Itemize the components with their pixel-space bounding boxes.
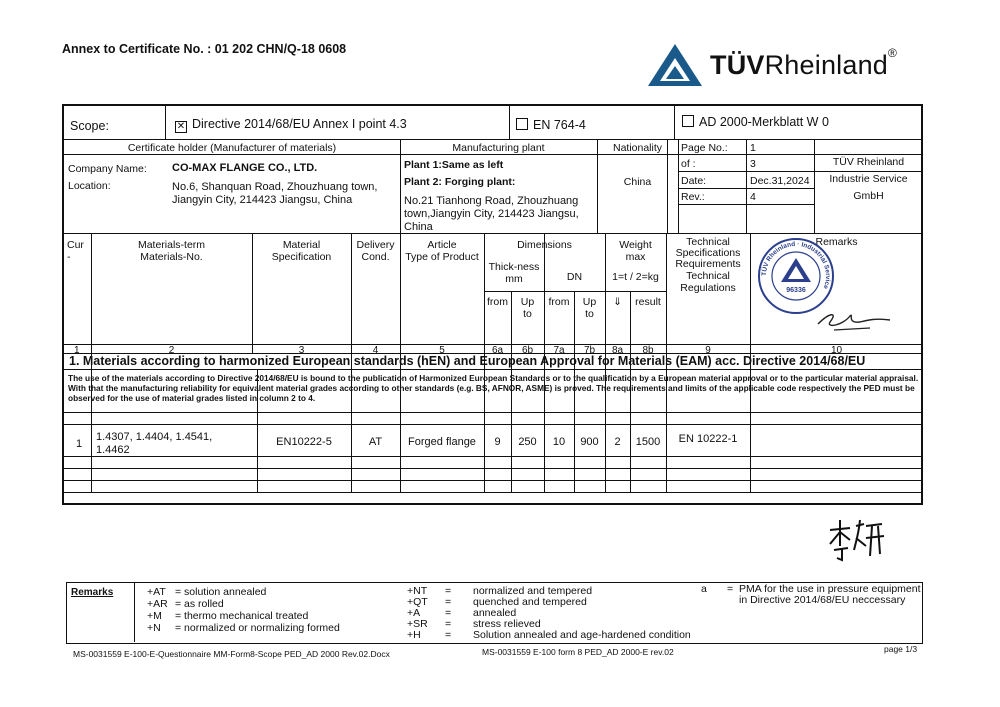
divider [165, 106, 166, 139]
col-num: 4 [372, 345, 379, 356]
logo-wordmark [710, 46, 898, 81]
remark-eq: = [445, 596, 452, 608]
scope-option-en764[interactable] [516, 118, 586, 131]
checkbox-icon[interactable] [682, 115, 694, 127]
col-weight-l2: max [625, 251, 646, 263]
scope-option-label: AD 2000-Merkblatt W 0 [699, 115, 829, 129]
remark-eq: = [445, 585, 452, 597]
location-line1: No.6, Shanquan Road, Zhouzhuang town, [172, 181, 378, 193]
col-weight-l1: Weight [619, 239, 652, 251]
remarks-signature [816, 302, 896, 334]
plant-section-label: Manufacturing plant [452, 142, 545, 154]
divider [64, 492, 923, 493]
divider [64, 480, 923, 481]
footer-page: page 1/3 [884, 644, 918, 654]
remark-desc: = thermo mechanical treated [175, 610, 309, 622]
col-num: 1 [74, 345, 80, 356]
col-num: 10 [830, 345, 843, 356]
footer-middle: MS-0031559 E-100 form 8 PED_AD 2000-E rev.02 [482, 647, 674, 657]
scope-option-ad2000[interactable] [682, 115, 829, 128]
logo-registered: ® [888, 46, 898, 60]
row1-dn-from: 10 [552, 436, 566, 448]
col-materials-l2: Materials-No. [140, 251, 203, 263]
logo-tuv: TÜV [710, 50, 765, 80]
divider [64, 369, 923, 370]
divider [134, 583, 135, 642]
plant1: Plant 1:Same as left [404, 159, 504, 171]
col-cur: Cur [67, 239, 84, 251]
row1-weight-unit: 2 [614, 436, 621, 448]
divider [814, 139, 815, 233]
remark-eq: = [727, 583, 734, 595]
divider [64, 424, 923, 425]
remark-desc: normalized and tempered [473, 585, 593, 597]
col-num: 8b [642, 345, 654, 356]
row1-thick-from: 9 [494, 436, 501, 448]
col-thick-up: Up [520, 296, 535, 308]
tuv-logo [646, 42, 916, 88]
col-weight-l3: 1=t / 2=kg [612, 271, 659, 283]
col-thickness-l2: mm [505, 273, 523, 285]
remarks-title: Remarks [71, 587, 114, 598]
checked-checkbox-icon[interactable]: ✕ [176, 121, 186, 132]
remark-code: +AT [147, 586, 166, 598]
col-remarks: Remarks [815, 236, 858, 248]
col-num: 6b [521, 345, 534, 356]
divider [64, 456, 923, 457]
col-num: 7a [553, 345, 565, 356]
row1-cur: 1 [76, 438, 83, 450]
col-tech-l3: Requirements [675, 258, 741, 270]
row1-dn-to: 900 [580, 436, 599, 448]
remark-eq: = [445, 629, 452, 641]
annex-title: Annex to Certificate No. : 01 202 CHN/Q-18 0608 [62, 42, 347, 56]
remark-code: +N [147, 622, 161, 634]
col-thickness-l1: Thick-ness [488, 261, 540, 273]
scope-option-label: Directive 2014/68/EU Annex I point 4.3 [192, 117, 407, 131]
col-num: 5 [439, 345, 445, 356]
col-thick-from: from [487, 296, 508, 308]
plant2: Plant 2: Forging plant: [404, 176, 516, 188]
nationality-value: China [623, 176, 652, 188]
section1-paragraph: The use of the materials according to Directive 2014/68/EU is bound to the publication of Harmonized European Standards or to the qualification by a European material approval or to the particular material appraisal. With that the manufacturing reliability for equivalent material grades according to other standards (e.g. BS, AFNOR, ASME) is proved. The requirements and limits of the applicable code respectively the PED must be observed for the use of material grades listed in column 2 to 4. [68, 373, 919, 403]
row1-materials-l1: 1.4307, 1.4404, 1.4541, [96, 431, 213, 443]
divider [678, 171, 923, 172]
handwritten-signature [826, 516, 886, 564]
col-num: 7b [583, 345, 596, 356]
col-thick-to: to [523, 308, 532, 320]
plant2-line1: No.21 Tianhong Road, Zhouzhuang [404, 195, 579, 207]
footer-left: MS-0031559 E-100-E-Questionnaire MM-Form8-Scope PED_AD 2000 Rev.02.Docx [73, 649, 390, 659]
issuer-line2: Industrie Service [829, 173, 908, 185]
col-article-l2: Type of Product [405, 251, 479, 263]
remark-desc: quenched and tempered [473, 596, 587, 608]
col-article-l1: Article [427, 239, 457, 251]
row1-spec: EN10222-5 [276, 436, 332, 448]
remark-pma-l2: in Directive 2014/68/EU neccessary [739, 594, 906, 606]
divider [64, 233, 923, 234]
col-dn-up: Up [582, 296, 597, 308]
col-cur-dash: - [67, 251, 71, 263]
remark-eq: = [445, 618, 452, 630]
company-label: Company Name: [68, 163, 147, 175]
nationality-label: Nationality [612, 142, 663, 154]
col-dn: DN [566, 271, 583, 283]
col-delivery-l1: Delivery [356, 239, 395, 251]
tuv-triangle-icon [646, 42, 704, 88]
remark-desc: annealed [473, 607, 517, 619]
issuer-line3: GmbH [853, 190, 884, 202]
divider [64, 139, 923, 140]
divider [64, 468, 923, 469]
divider [746, 139, 747, 233]
plant2-line2: town,Jiangyin City, 214423 Jiangsu, [404, 208, 579, 220]
remark-code: +AR [147, 598, 168, 610]
col-dn-from: from [548, 296, 570, 308]
col-weight-result: result [635, 296, 661, 308]
col-tech-l4: Technical [686, 270, 730, 282]
row1-tech: EN 10222-1 [678, 433, 738, 445]
remarks-box [66, 582, 923, 644]
remark-code: +SR [407, 618, 428, 630]
remark-code: a [701, 583, 707, 595]
issuer-line1: TÜV Rheinland [832, 156, 905, 168]
col-num: 2 [168, 345, 175, 356]
remark-code: +H [407, 629, 421, 641]
remark-code: +A [407, 607, 421, 619]
row1-delivery: AT [368, 436, 383, 448]
logo-rheinland: Rheinland [764, 50, 889, 80]
divider [678, 139, 679, 233]
row1-weight-result: 1500 [635, 436, 661, 448]
col-num: 6a [491, 345, 504, 356]
col-delivery-l2: Cond. [361, 251, 390, 263]
rev-label: Rev.: [681, 191, 705, 203]
remark-desc: = as rolled [175, 598, 224, 610]
remark-desc: stress relieved [473, 618, 541, 630]
of-label: of : [681, 158, 696, 170]
rev-value: 4 [750, 191, 756, 203]
scope-table [62, 104, 923, 505]
col-tech-l5: Regulations [680, 282, 736, 294]
down-arrow-icon: ⇓ [613, 296, 622, 308]
of-value: 3 [750, 158, 756, 170]
col-dimensions: Dimensions [517, 239, 572, 251]
checkbox-icon[interactable] [516, 118, 528, 130]
col-dn-to: to [585, 308, 594, 320]
row1-thick-to: 250 [518, 436, 537, 448]
remark-code: +QT [407, 596, 428, 608]
remark-pma-l1: PMA for the use in pressure equipment [739, 583, 921, 595]
divider [64, 412, 923, 413]
row1-materials-l2: 1.4462 [96, 444, 130, 456]
remark-eq: = [445, 607, 452, 619]
col-tech-l1: Technical [686, 236, 730, 248]
remark-desc: = solution annealed [175, 586, 267, 598]
col-spec-l2: Specification [271, 251, 332, 263]
location-line2: Jiangyin City, 214423 Jiangsu, China [172, 194, 353, 206]
plant2-line3: China [404, 221, 433, 233]
page-no-label: Page No.: [681, 142, 728, 154]
stamp-ring-text: TÜV Rheinland · Industrial Service [760, 240, 832, 290]
col-num: 9 [705, 345, 711, 356]
location-label: Location: [68, 180, 111, 192]
section1-title: 1. Materials according to harmonized European standards (hEN) and European Approval for Materials (EAM) acc. Directive 2014/68/EU [69, 354, 866, 368]
remark-desc: Solution annealed and age-hardened condition [473, 629, 691, 641]
stamp-number: 96336 [786, 287, 806, 294]
scope-option-directive[interactable] [175, 118, 407, 133]
col-spec-l1: Material [282, 239, 321, 251]
remark-code: +NT [407, 585, 428, 597]
divider [64, 154, 923, 155]
col-tech-l2: Specifications [675, 247, 741, 259]
divider [674, 106, 675, 139]
col-num: 3 [298, 345, 305, 356]
remark-desc: = normalized or normalizing formed [175, 622, 340, 634]
remark-code: +M [147, 610, 162, 622]
page-no-value: 1 [750, 142, 756, 154]
date-label: Date: [681, 175, 707, 187]
company-value: CO-MAX FLANGE CO., LTD. [172, 162, 318, 174]
divider [509, 106, 510, 139]
scope-label: Scope: [70, 119, 109, 133]
date-value: Dec.31,2024 [750, 175, 810, 187]
col-materials-l1: Materials-term [137, 239, 206, 251]
scope-option-label: EN 764-4 [533, 118, 586, 132]
row1-article: Forged flange [408, 436, 476, 448]
holder-section-label: Certificate holder (Manufacturer of materials) [127, 142, 337, 154]
col-num: 8a [611, 345, 624, 356]
